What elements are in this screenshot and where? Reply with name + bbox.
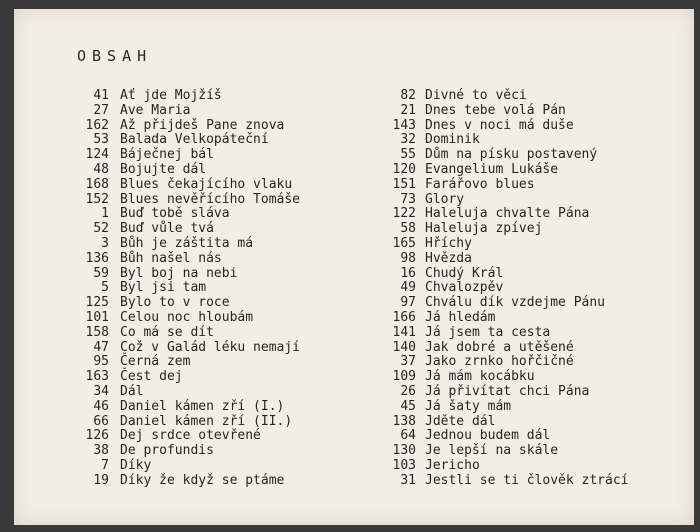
page-number: 141	[392, 324, 416, 340]
index-entry	[359, 326, 694, 341]
song-title: Chvalozpěv	[425, 280, 504, 296]
song-title: Haleluja chvalte Pána	[425, 206, 590, 222]
page-number: 53	[93, 132, 109, 148]
song-title: Já hledám	[425, 309, 496, 325]
index-entry	[359, 341, 694, 356]
song-title: Dnes v noci má duše	[425, 117, 574, 133]
index-entry	[14, 252, 359, 267]
page-number: 16	[400, 265, 416, 281]
index-entry	[14, 355, 359, 370]
song-title: Čest dej	[120, 369, 183, 385]
page-number: 59	[93, 265, 109, 281]
index-column-left	[14, 89, 359, 489]
index-entry	[14, 281, 359, 296]
song-title: Já jsem ta cesta	[425, 324, 551, 340]
song-title: Glory	[425, 191, 465, 207]
page-number: 101	[85, 309, 109, 325]
song-title: Bylo to v roce	[120, 295, 230, 311]
index-entry	[359, 222, 694, 237]
page-number: 73	[400, 191, 416, 207]
song-title: Buď tobě sláva	[120, 206, 230, 222]
song-title: Báječnej bál	[120, 147, 214, 163]
song-title: Jericho	[425, 457, 480, 473]
song-title: Já mám kocábku	[425, 369, 535, 385]
index-entry	[359, 237, 694, 252]
index-entry	[359, 311, 694, 326]
page-number: 1	[101, 206, 109, 222]
song-title: Jako zrnko hořčičné	[425, 354, 574, 370]
song-title: Co má se dít	[120, 324, 214, 340]
index-entry	[359, 89, 694, 104]
song-title: Daniel kámen zří (I.)	[120, 398, 285, 414]
index-entry	[359, 429, 694, 444]
page-number: 64	[400, 428, 416, 444]
song-title: Balada Velkopáteční	[120, 132, 269, 148]
page-number: 163	[85, 369, 109, 385]
index-entry	[359, 133, 694, 148]
index-entry	[14, 370, 359, 385]
page-number: 49	[400, 280, 416, 296]
song-title: Já šaty mám	[425, 398, 512, 414]
page-number: 58	[400, 221, 416, 237]
song-title: Chválu dík vzdejme Pánu	[425, 295, 606, 311]
index-entry	[359, 474, 694, 489]
song-title: Já přivítat chci Pána	[425, 383, 590, 399]
index-entry	[359, 178, 694, 193]
page-number: 103	[392, 457, 416, 473]
page-number: 165	[392, 235, 416, 251]
song-title: Haleluja zpívej	[425, 221, 543, 237]
index-entry	[359, 148, 694, 163]
index-entry	[14, 178, 359, 193]
index-entry	[359, 207, 694, 222]
index-column-right	[359, 89, 694, 489]
song-title: Což v Galád léku nemají	[120, 339, 301, 355]
index-entry	[14, 415, 359, 430]
page-number: 46	[93, 398, 109, 414]
page-number: 98	[400, 250, 416, 266]
page-number: 166	[392, 309, 416, 325]
page-number: 120	[392, 161, 416, 177]
index-entry	[14, 104, 359, 119]
song-title: Bojujte dál	[120, 161, 207, 177]
song-title: Jak dobré a utěšené	[425, 339, 574, 355]
page-number: 95	[93, 354, 109, 370]
page-number: 47	[93, 339, 109, 355]
song-title: Jednou budem dál	[425, 428, 551, 444]
page-number: 143	[392, 117, 416, 133]
index-entry	[359, 370, 694, 385]
song-title: Ave Maria	[120, 102, 191, 118]
page-number: 52	[93, 221, 109, 237]
page-number: 66	[93, 413, 109, 429]
index-entry	[14, 385, 359, 400]
page-number: 97	[400, 295, 416, 311]
song-title: Jděte dál	[425, 413, 496, 429]
page-number: 168	[85, 176, 109, 192]
song-title: Evangelium Lukáše	[425, 161, 559, 177]
index-entry	[359, 281, 694, 296]
index-entry	[359, 355, 694, 370]
song-title: Hříchy	[425, 235, 472, 251]
page-number: 27	[93, 102, 109, 118]
index-entry	[359, 163, 694, 178]
index-entry	[14, 207, 359, 222]
song-title: Dům na písku postavený	[425, 147, 598, 163]
index-entry	[359, 296, 694, 311]
page-number: 41	[93, 88, 109, 103]
song-title: Dál	[120, 383, 144, 399]
page-number: 21	[400, 102, 416, 118]
page-number: 31	[400, 472, 416, 488]
index-entry	[14, 193, 359, 208]
song-title: Bůh našel nás	[120, 250, 222, 266]
song-title: Dominik	[425, 132, 480, 148]
index-page	[14, 9, 694, 525]
song-title: Byl jsi tam	[120, 280, 207, 296]
index-entry	[14, 429, 359, 444]
song-title: De profundis	[120, 443, 214, 459]
page-number: 130	[392, 443, 416, 459]
index-entry	[14, 148, 359, 163]
index-entry	[359, 444, 694, 459]
song-title: Jestli se ti člověk ztrácí	[425, 472, 629, 488]
index-entry	[14, 163, 359, 178]
song-title: Chudý Král	[425, 265, 504, 281]
page-number: 48	[93, 161, 109, 177]
page-number: 26	[400, 383, 416, 399]
index-entry	[14, 237, 359, 252]
index-entry	[359, 385, 694, 400]
index-entry	[359, 267, 694, 282]
index-entry	[359, 252, 694, 267]
song-title: Černá zem	[120, 354, 191, 370]
song-title: Ať jde Mojžíš	[120, 88, 222, 103]
index-entry	[14, 296, 359, 311]
index-entry	[14, 474, 359, 489]
page-number: 5	[101, 280, 109, 296]
song-title: Hvězda	[425, 250, 472, 266]
index-entry	[359, 459, 694, 474]
song-title: Dnes tebe volá Pán	[425, 102, 566, 118]
page-title: OBSAH	[77, 47, 153, 65]
song-title: Dej srdce otevřené	[120, 428, 261, 444]
page-number: 55	[400, 147, 416, 163]
index-entry	[14, 311, 359, 326]
song-title: Až přijdeš Pane znova	[120, 117, 285, 133]
page-number: 37	[400, 354, 416, 370]
index-entry	[14, 267, 359, 282]
song-title: Je lepší na skále	[425, 443, 559, 459]
page-number: 162	[85, 117, 109, 133]
index-entry	[14, 326, 359, 341]
page-number: 32	[400, 132, 416, 148]
page-number: 140	[392, 339, 416, 355]
page-number: 45	[400, 398, 416, 414]
song-title: Byl boj na nebi	[120, 265, 238, 281]
song-title: Divné to věci	[425, 88, 527, 103]
index-entry	[14, 400, 359, 415]
index-entry	[14, 222, 359, 237]
page-number: 158	[85, 324, 109, 340]
page-number: 125	[85, 295, 109, 311]
page-number: 34	[93, 383, 109, 399]
index-entry	[14, 89, 359, 104]
index-entry	[14, 119, 359, 134]
page-number: 151	[392, 176, 416, 192]
song-title: Blues čekajícího vlaku	[120, 176, 293, 192]
page-number: 138	[392, 413, 416, 429]
song-title: Blues nevěřícího Tomáše	[120, 191, 301, 207]
song-title: Bůh je záštita má	[120, 235, 254, 251]
page-number: 122	[392, 206, 416, 222]
index-entry	[359, 193, 694, 208]
index-entry	[359, 104, 694, 119]
page-number: 136	[85, 250, 109, 266]
index-entry	[359, 119, 694, 134]
song-title: Daniel kámen zří (II.)	[120, 413, 293, 429]
index-entry	[14, 133, 359, 148]
page-number: 38	[93, 443, 109, 459]
page-number: 82	[400, 88, 416, 103]
index-entry	[359, 400, 694, 415]
page-number: 124	[85, 147, 109, 163]
song-title: Díky	[120, 457, 152, 473]
page-number: 126	[85, 428, 109, 444]
index-entry	[14, 444, 359, 459]
page-number: 109	[392, 369, 416, 385]
index-entry	[359, 415, 694, 430]
song-title: Díky že když se ptáme	[120, 472, 285, 488]
page-number: 3	[101, 235, 109, 251]
song-title: Farářovo blues	[425, 176, 535, 192]
song-title: Celou noc hloubám	[120, 309, 254, 325]
page-number: 7	[101, 457, 109, 473]
page-number: 19	[93, 472, 109, 488]
page-number: 152	[85, 191, 109, 207]
index-entry	[14, 459, 359, 474]
song-title: Buď vůle tvá	[120, 221, 214, 237]
